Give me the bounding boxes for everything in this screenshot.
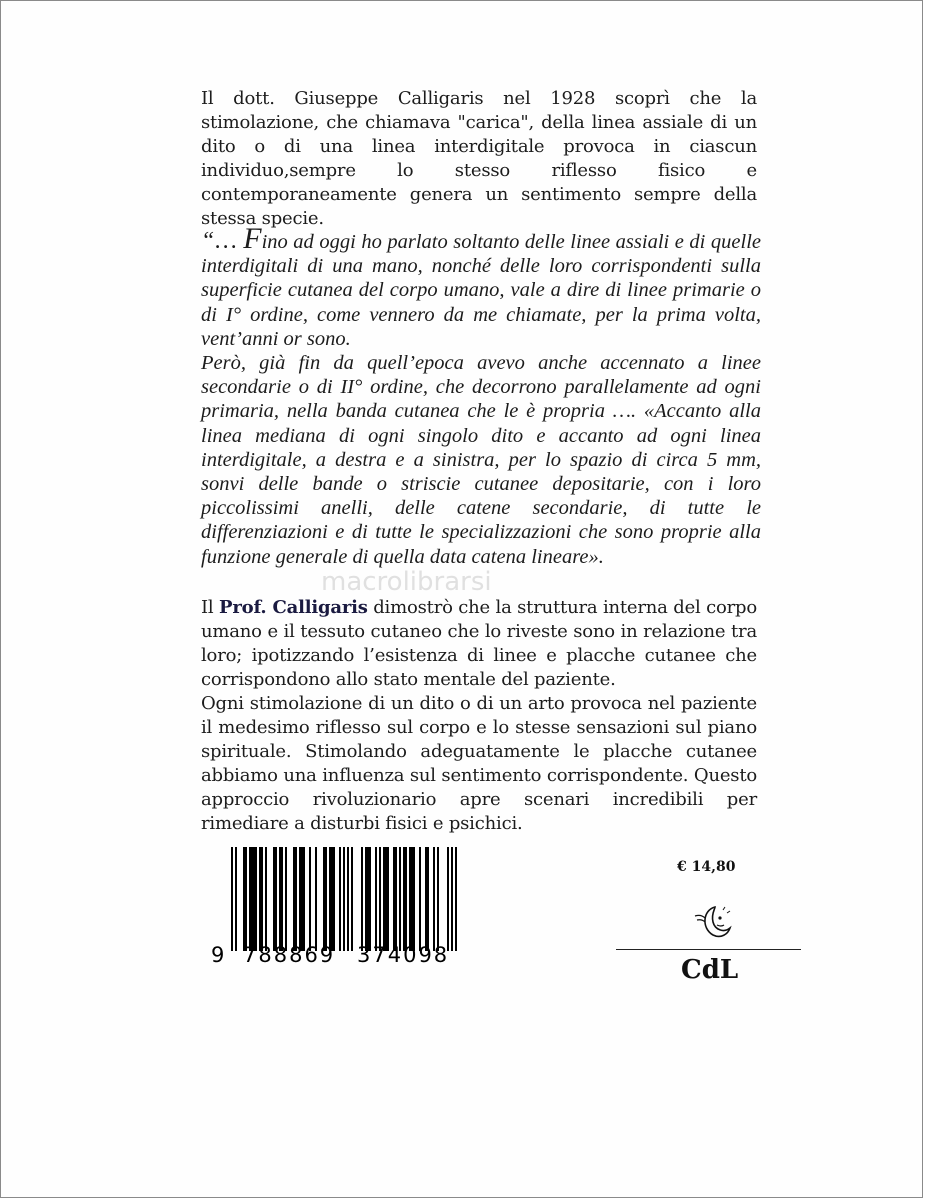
description-paragraph <box>201 596 757 836</box>
crescent-moon-face-icon <box>693 904 733 945</box>
barcode-space <box>439 847 447 951</box>
publisher-rule <box>616 949 801 950</box>
barcode-space <box>353 847 361 951</box>
quote-second-part: Però, già fin da quell’epoca avevo anche accennato a linee secondarie o di II° ordine, che decorrono parallelamente ad ogni primaria, nella banda cutanea che le è propria …. «Accanto alla linea mediana di ogni singolo dito e accanto ad ogni linea interdigitale, a destra e a sinistra, per lo spazio di circa 5 mm, sonvi delle bande o striscie cutanee depositarie, con i loro piccolissimi anelli, delle catene secondarie, di tutte le differenziazioni e di tutte le specializzazioni che sono proprie alla funzione generale di quella data catena lineare». <box>201 352 761 568</box>
isbn-left-group: 788869 <box>243 943 336 967</box>
publisher-name: CdL <box>681 955 739 985</box>
isbn-barcode <box>201 841 456 976</box>
barcode-bar <box>249 847 257 951</box>
quote-open-marks: “… <box>201 228 238 254</box>
isbn-right-group: 374098 <box>357 943 450 967</box>
author-name-bold: Prof. Calligaris <box>219 597 368 618</box>
watermark: macrolibrarsi <box>321 567 492 597</box>
price-label: € 14,80 <box>677 859 736 875</box>
barcode-bars <box>231 847 459 951</box>
quote-paragraph <box>201 222 761 569</box>
isbn-first-digit: 9 <box>211 943 227 967</box>
intro-paragraph: Il dott. Giuseppe Calligaris nel 1928 scoprì che la stimolazione, che chiamava "carica", della linea assiale di un dito o di una linea interdigitale provoca in ciascun individuo,sempre lo stesso riflesso fisico e contemporaneamente genera un sentimento sempre della stessa specie. <box>201 88 757 229</box>
description-rest-2: Ogni stimolazione di un dito o di un arto provoca nel paziente il medesimo riflesso sul corpo e lo stesse sensazioni sul piano spirituale. Stimolando adeguatamente le placche cutanee abbiamo una influenza sul sentimento corrispondente. Questo approccio rivoluzionario apre scenari incredibili per rimediare a disturbi fisici e psichici. <box>201 693 757 834</box>
description-rest-1: dimostrò che la struttura interna del corpo umano e il tessuto cutaneo che lo riveste sono in relazione tra loro; ipotizzando l’esistenza di linee e placche cutanee che corrispondono allo stato mentale del paziente. <box>201 597 757 690</box>
barcode-space <box>457 847 459 951</box>
quote-initial-letter: F <box>243 222 262 255</box>
quote-first-part: ino ad oggi ho parlato soltanto delle linee assiali e di quelle interdigitali di una mano, nonché delle loro corrispondenti sulla superficie cutanea del corpo umano, vale a dire di linee primarie o di I° ordine, come vennero da me chiamate, per la prima volta, vent’anni or sono. <box>201 231 761 350</box>
description-lead: Il <box>201 597 220 618</box>
